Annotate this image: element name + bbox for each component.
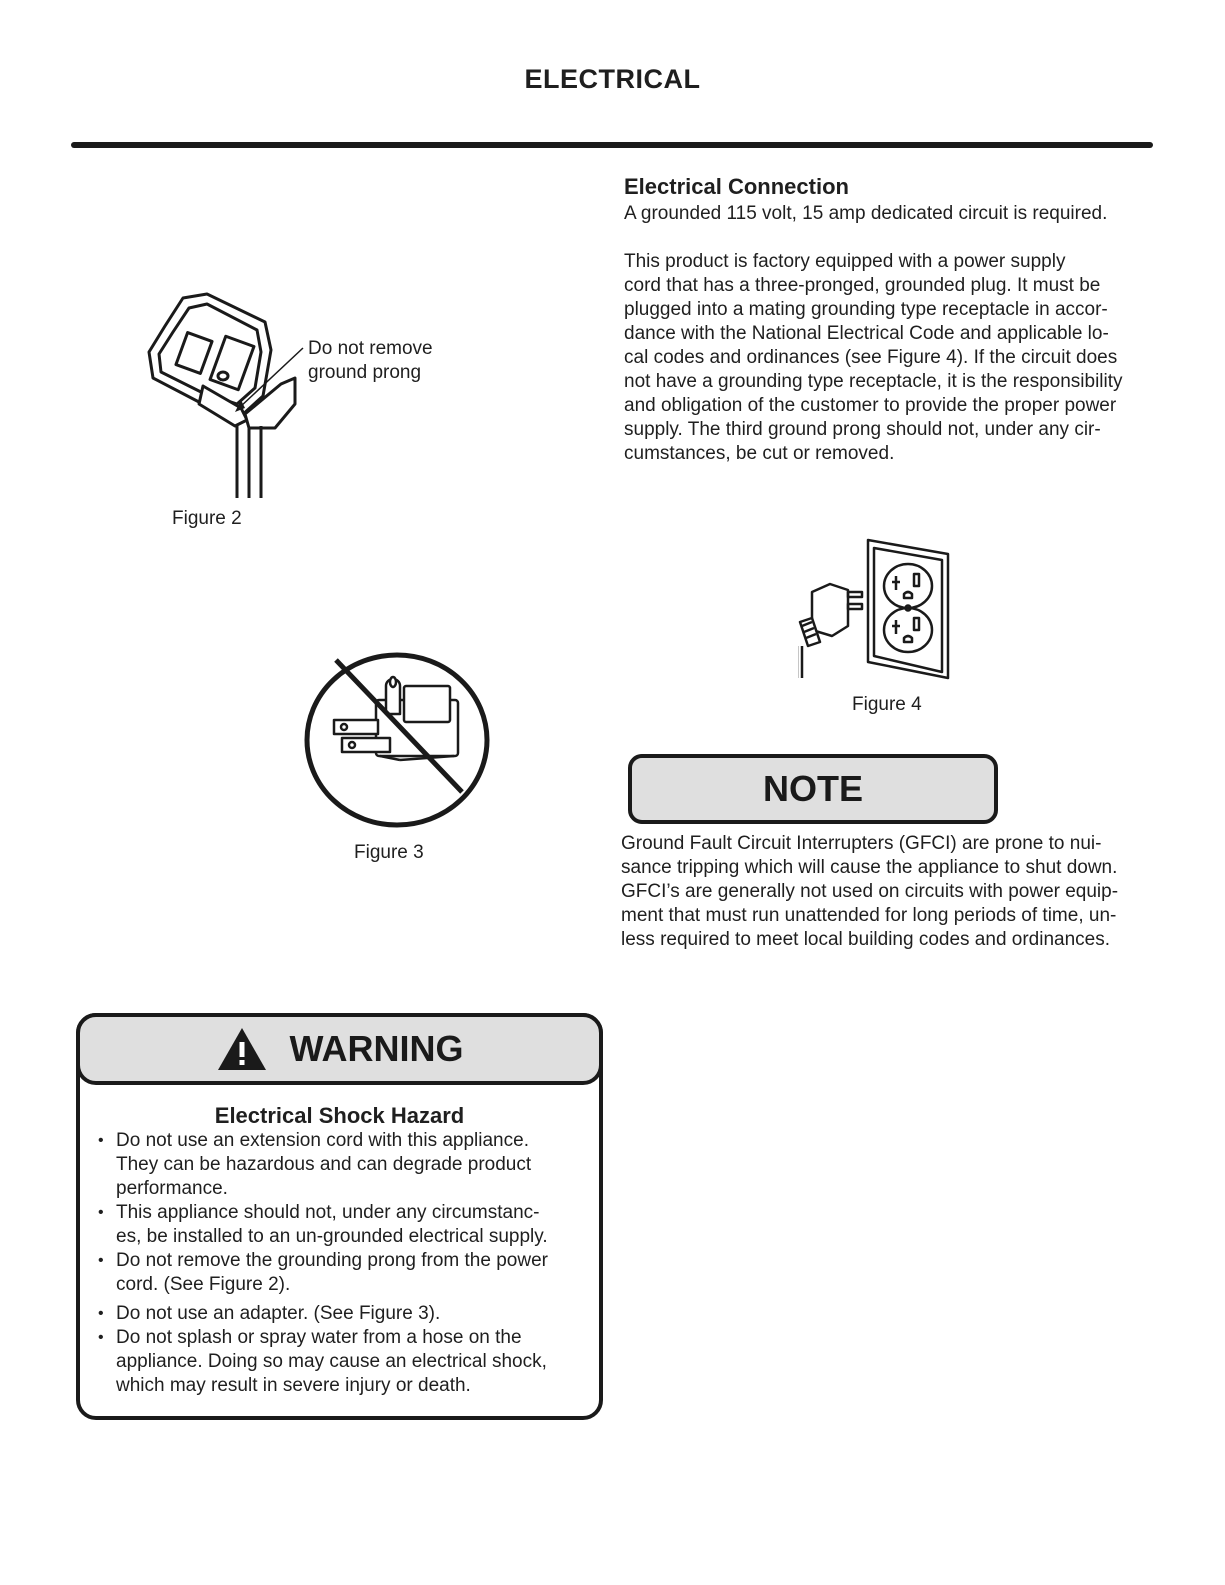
- note-label: NOTE: [762, 768, 863, 809]
- title-divider: [71, 142, 1153, 148]
- warning-panel: [76, 1013, 603, 1420]
- no-adapter-icon: [304, 652, 494, 830]
- figure-4-caption: Figure 4: [852, 694, 922, 715]
- page-title: ELECTRICAL: [524, 64, 701, 94]
- three-prong-plug-icon: [145, 292, 315, 504]
- list-item: • Do not splash or spray water from a hose on the appliance. Doing so may cause an electrical shock, which may result in severe injury or death.: [94, 1326, 594, 1398]
- ground-prong-callout: Do not remove ground prong: [308, 338, 433, 383]
- list-item: • This appliance should not, under any circumstanc- es, be installed to an un-grounded electrical supply.: [94, 1201, 594, 1249]
- list-item: • Do not remove the grounding prong from the power cord. (See Figure 2).: [94, 1249, 594, 1297]
- note-banner: [628, 754, 998, 824]
- connection-paragraph: This product is factory equipped with a power supply cord that has a three-pronged, grounded plug. It must be plugged into a mating grounding type receptacle in accor- dance with the National Electrical Code and applicable lo- cal codes and ordinances (see Figure 4). If the circuit does not have a grounding type receptacle, it is the responsibility and obligation of the customer to provide the proper power supply. The third ground prong should not, under any cir- cumstances, be cut or removed.: [624, 251, 1123, 464]
- plug-and-outlet-icon: [798, 538, 958, 686]
- list-item: • Do not use an extension cord with this appliance. They can be hazardous and can degrade product performance.: [94, 1129, 594, 1201]
- figure-2-caption: Figure 2: [172, 508, 242, 529]
- warning-triangle-icon: [216, 1026, 268, 1072]
- figure-3-caption: Figure 3: [354, 842, 424, 863]
- section-heading: Electrical Connection: [624, 174, 849, 199]
- list-item: • Do not use an adapter. (See Figure 3).: [94, 1302, 594, 1326]
- requirement-paragraph: A grounded 115 volt, 15 amp dedicated circuit is required.: [624, 203, 1108, 224]
- note-text: Ground Fault Circuit Interrupters (GFCI) are prone to nui- sance tripping which will cause the appliance to shut down. GFCI’s are generally not used on circuits with power equip- ment that must run unattended for long periods of time, un- less required to meet local building codes and ordinances.: [621, 833, 1119, 950]
- warning-list: [94, 1129, 594, 1398]
- hazard-title: Electrical Shock Hazard: [214, 1103, 465, 1128]
- warning-label: WARNING: [289, 1028, 464, 1069]
- warning-banner: [76, 1013, 603, 1085]
